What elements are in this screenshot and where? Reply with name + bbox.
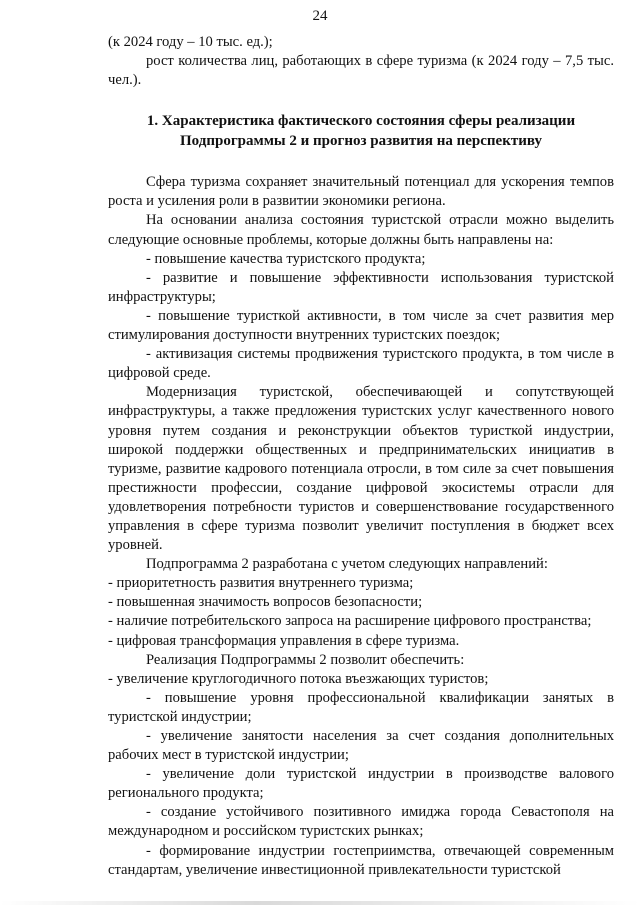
paragraph-1: (к 2024 году – 10 тыс. ед.);: [108, 34, 273, 50]
page-number: 24: [312, 8, 328, 24]
paragraph-6: Подпрограмма 2 разработана с учетом следующих направлений:: [146, 556, 548, 573]
list-item: - приоритетность развития внутреннего туризма;: [108, 575, 414, 592]
document-body: [108, 33, 614, 880]
list-item: - наличие потребительского запроса на расширение цифрового пространства;: [108, 613, 592, 630]
paragraph-3: Сфера туризма сохраняет значительный потенциал для ускорения темпов роста и усиления роли в развитии экономики региона.: [108, 174, 614, 210]
section-heading: 1. Характеристика фактического состояния сферы реализации Подпрограммы 2 и прогноз развития на перспективу: [146, 113, 576, 150]
scan-edge: [0, 901, 640, 905]
list-item: - увеличение занятости населения за счет создания дополнительных рабочих мест в туристской индустрии;: [108, 728, 614, 764]
list-item: - увеличение круглогодичного потока въезжающих туристов;: [108, 670, 489, 687]
list-item: - формирование индустрии гостеприимства, отвечающей современным стандартам, увеличение инвестиционной привлекательности туристской: [108, 842, 614, 878]
list-item: - активизация системы продвижения туристского продукта, в том числе в цифровой среде.: [108, 346, 614, 382]
list-item: - повышение туристкой активности, в том числе за счет развития мер стимулирования доступности внутренних туристских поездок;: [108, 307, 614, 344]
list-item: - повышение качества туристского продукта;: [146, 250, 426, 267]
paragraph-4: На основании анализа состояния туристской отрасли можно выделить следующие основные проблемы, которые должны быть направлены на:: [108, 212, 614, 248]
list-item: - увеличение доли туристской индустрии в производстве валового регионального продукта;: [108, 766, 614, 802]
list-item: - повышенная значимость вопросов безопасности;: [108, 594, 423, 611]
list-item: - цифровая трансформация управления в сфере туризма.: [108, 632, 460, 649]
paragraph-5: Модернизация туристской, обеспечивающей и сопутствующей инфраструктуры, а также предложения туристских услуг качественного нового уровня путем создания и реконструкции объектов туристкой индустрии, широкой поддержки общественных и предпринимательских инициатив в туризме, развитие кадрового потенциала отросли, в том силе за счет повышения престижности профессии, создание цифровой экосистемы отрасли для удовлетворения потребности туристов и совершенствование государственного управления в сфере туризма позволит увеличит поступления в бюджет всех уровней.: [108, 384, 614, 554]
paragraph-7: Реализация Подпрограммы 2 позволит обеспечить:: [146, 651, 465, 668]
list-item: - создание устойчивого позитивного имиджа города Севастополя на международном и российском туристских рынках;: [108, 804, 614, 840]
list-item: - развитие и повышение эффективности использования туристской инфраструктуры;: [108, 269, 614, 305]
list-item: - повышение уровня профессиональной квалификации занятых в туристской индустрии;: [108, 689, 614, 725]
paragraph-2: рост количества лиц, работающих в сфере туризма (к 2024 году – 7,5 тыс. чел.).: [108, 53, 614, 89]
